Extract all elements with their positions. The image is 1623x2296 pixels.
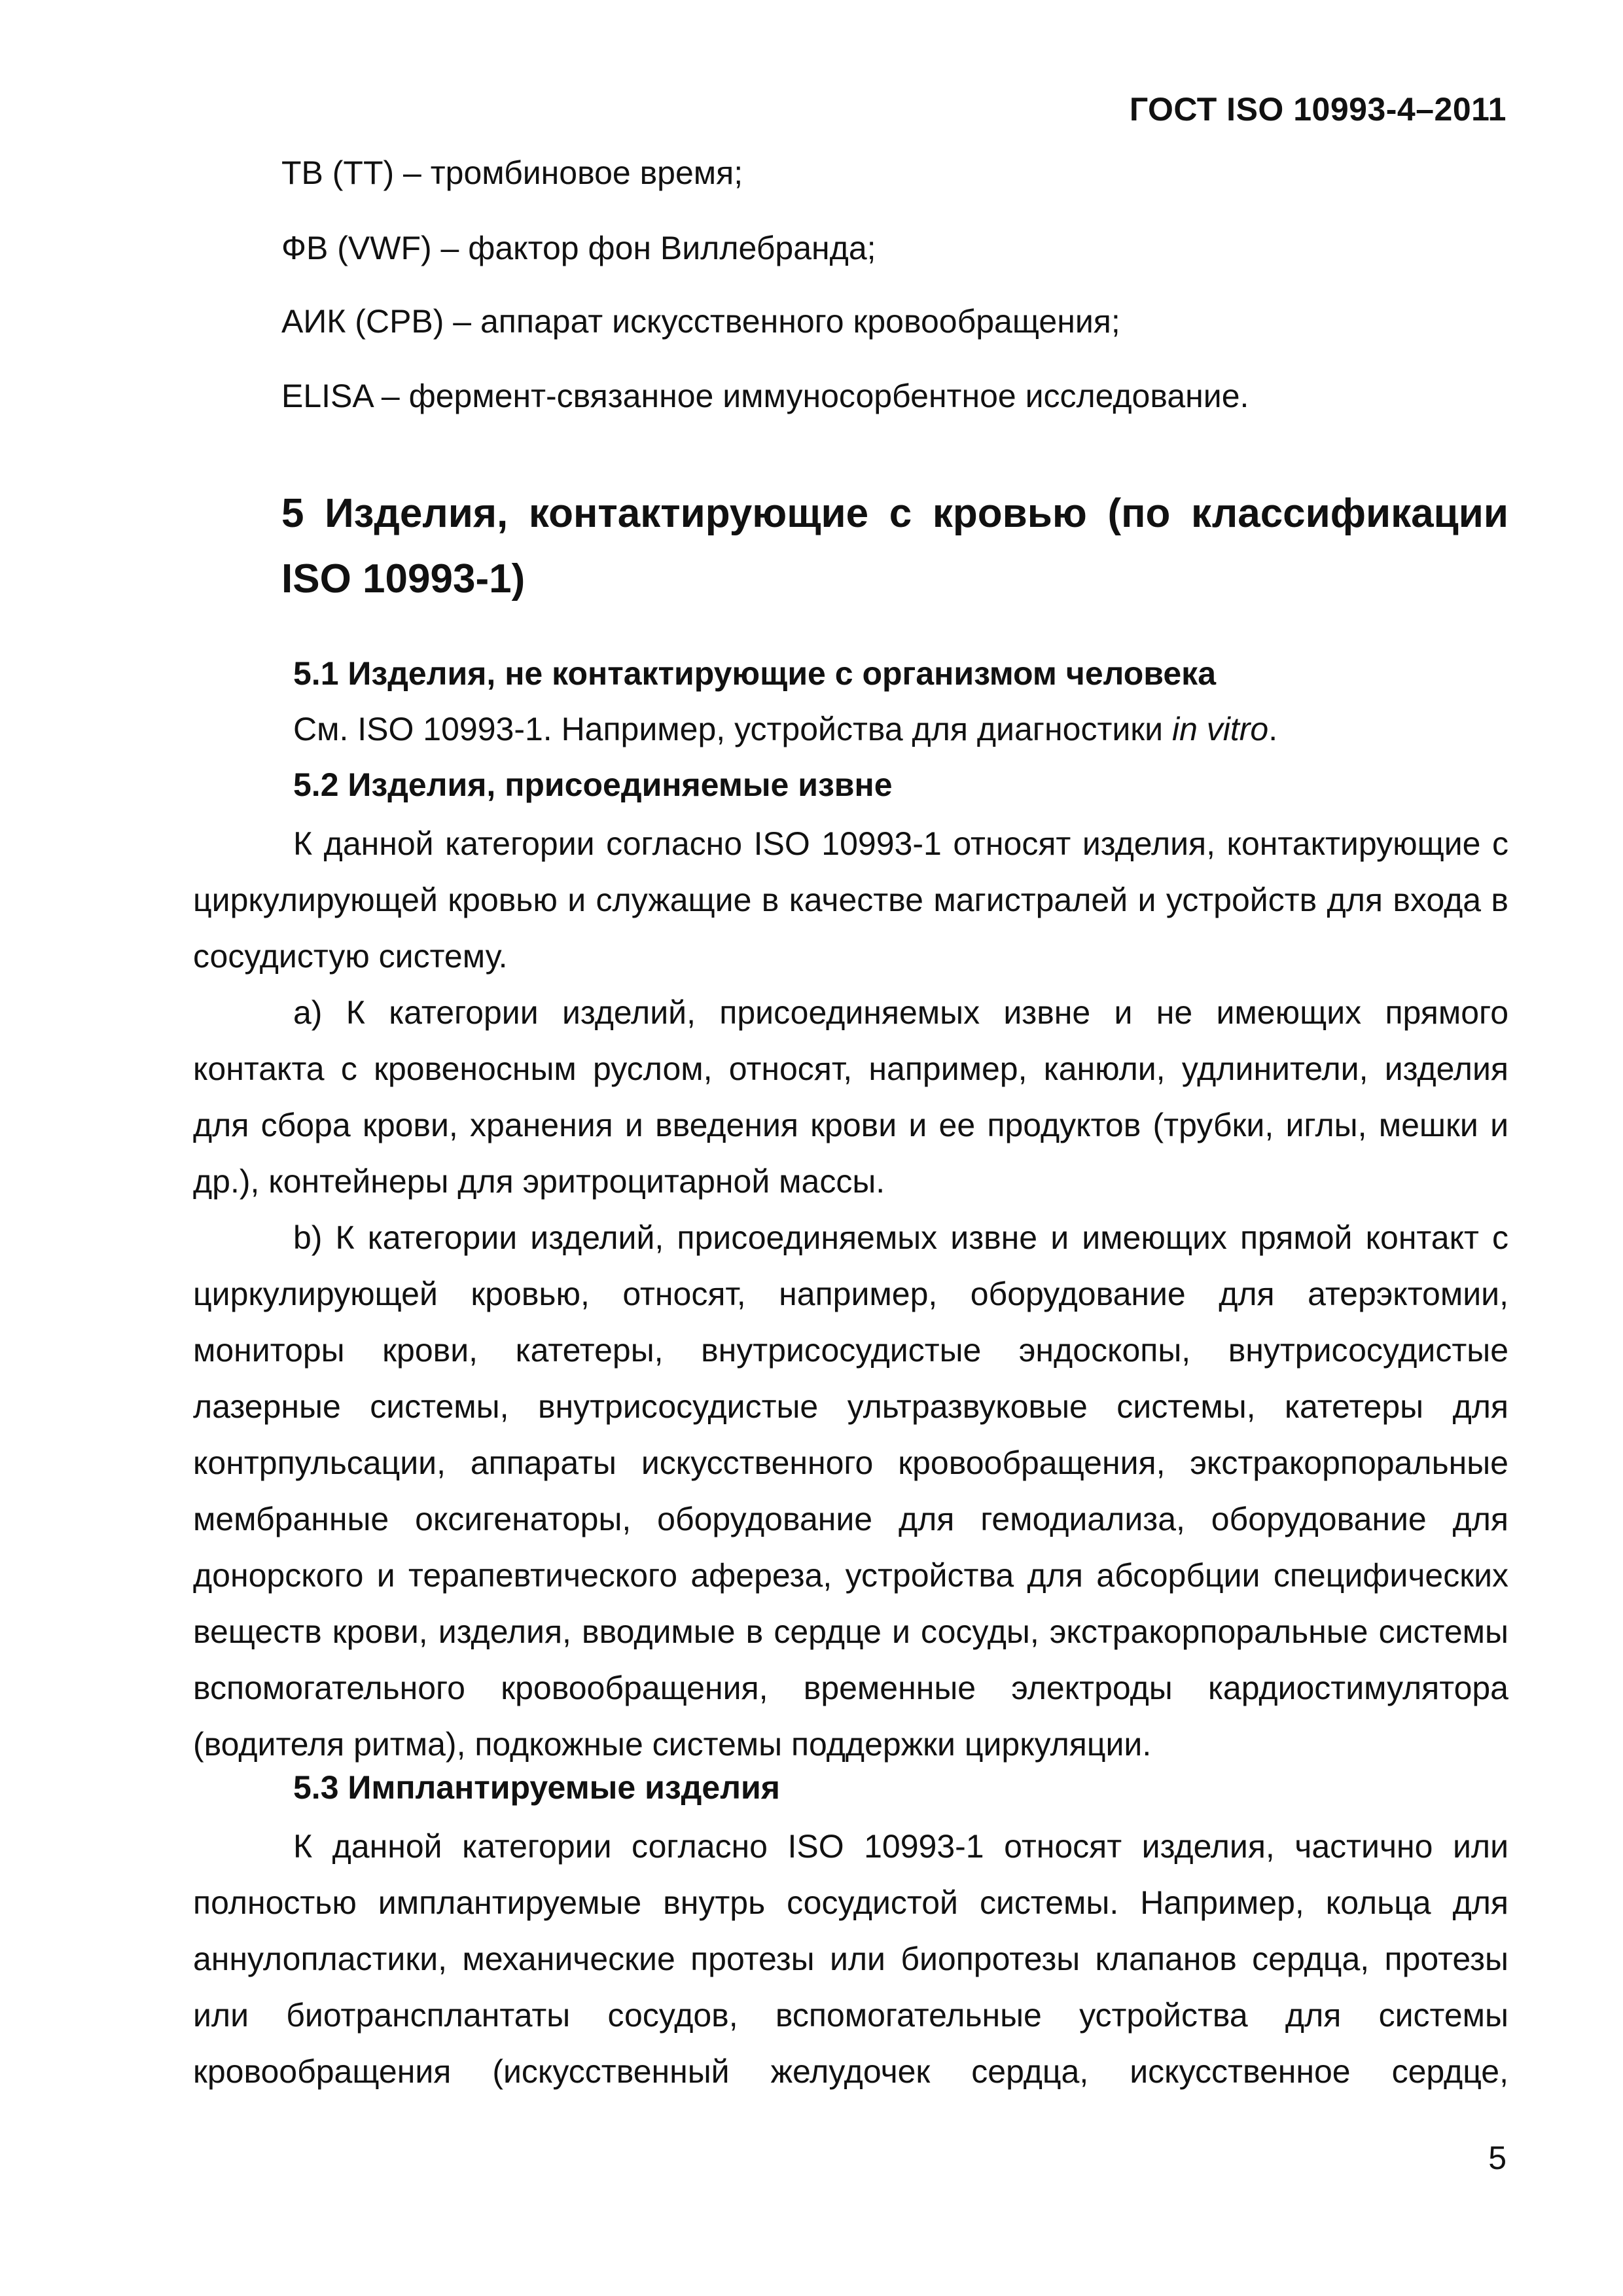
section-5-1-text-suffix: .: [1268, 711, 1278, 747]
paragraph-line: циркулирующей кровью и служащие в качестве магистралей и устройств для входа в: [193, 882, 1508, 918]
paragraph-line: контрпульсации, аппараты искусственного кровообращения, экстракорпоральные: [193, 1444, 1508, 1481]
section-5-1-text: [293, 710, 1277, 748]
section-5-2-item-b: [193, 1210, 1508, 1772]
abbreviation-cpb: АИК (СРВ) – аппарат искусственного кровообращения;: [281, 303, 1120, 340]
section-5-3-heading: 5.3 Имплантируемые изделия: [293, 1769, 780, 1806]
section-5-heading: 5 Изделия, контактирующие с кровью (по классификации ISO 10993-1): [281, 491, 1508, 601]
paragraph-line: полностью имплантируемые внутрь сосудистой системы. Например, кольца для: [193, 1884, 1508, 1921]
paragraph-line: веществ крови, изделия, вводимые в сердце и сосуды, экстракорпоральные системы: [193, 1613, 1508, 1650]
paragraph-line: (водителя ритма), подкожные системы поддержки циркуляции.: [193, 1726, 1152, 1763]
paragraph-line: К данной категории согласно ISO 10993-1 относят изделия, контактирующие с: [293, 825, 1508, 862]
paragraph-line: или биотрансплантаты сосудов, вспомогательные устройства для системы: [193, 1997, 1508, 2034]
paragraph-line: мониторы крови, катетеры, внутрисосудистые эндоскопы, внутрисосудистые: [193, 1332, 1508, 1369]
paragraph-line: др.), контейнеры для эритроцитарной массы.: [193, 1163, 885, 1200]
abbreviation-tt: ТВ (ТТ) – тромбиновое время;: [281, 154, 743, 191]
paragraph-line: К данной категории согласно ISO 10993-1 относят изделия, частично или: [293, 1828, 1508, 1865]
section-5-1-text-prefix: См. ISO 10993-1. Например, устройства для диагностики: [293, 711, 1172, 747]
section-5-2-item-a: [193, 984, 1508, 1210]
paragraph-line: вспомогательного кровообращения, временные электроды кардиостимулятора: [193, 1670, 1508, 1706]
paragraph-line: лазерные системы, внутрисосудистые ультразвуковые системы, катетеры для: [193, 1388, 1508, 1425]
paragraph-line: сосудистую систему.: [193, 938, 508, 975]
paragraph-line: b) К категории изделий, присоединяемых извне и имеющих прямой контакт с: [293, 1219, 1508, 1256]
paragraph-line: циркулирующей кровью, относят, например, оборудование для атерэктомии,: [193, 1276, 1508, 1312]
paragraph-line: аннулопластики, механические протезы или биопротезы клапанов сердца, протезы: [193, 1941, 1508, 1977]
section-5-2-paragraph: [193, 816, 1508, 984]
paragraph-line: кровообращения (искусственный желудочек сердца, искусственное сердце,: [193, 2053, 1508, 2090]
document-code-header: ГОСТ ISO 10993-4–2011: [1129, 91, 1507, 128]
section-5-2-heading: 5.2 Изделия, присоединяемые извне: [293, 766, 893, 803]
paragraph-line: мембранные оксигенаторы, оборудование для гемодиализа, оборудование для: [193, 1501, 1508, 1537]
paragraph-line: контакта с кровеносным руслом, относят, например, канюли, удлинители, изделия: [193, 1050, 1508, 1087]
abbreviation-vwf: ФВ (VWF) – фактор фон Виллебранда;: [281, 230, 876, 266]
paragraph-line: донорского и терапевтического афереза, устройства для абсорбции специфических: [193, 1557, 1508, 1594]
section-5-1-heading: 5.1 Изделия, не контактирующие с организмом человека: [293, 655, 1217, 692]
paragraph-line: a) К категории изделий, присоединяемых извне и не имеющих прямого: [293, 994, 1508, 1031]
section-5-3-paragraph: [193, 1818, 1508, 2100]
abbreviation-elisa: ELISA – фермент-связанное иммуносорбентное исследование.: [281, 378, 1249, 414]
paragraph-line: для сбора крови, хранения и введения крови и ее продуктов (трубки, иглы, мешки и: [193, 1107, 1508, 1143]
section-5-1-text-italic: in vitro: [1171, 711, 1269, 747]
page-number: 5: [1488, 2140, 1507, 2176]
